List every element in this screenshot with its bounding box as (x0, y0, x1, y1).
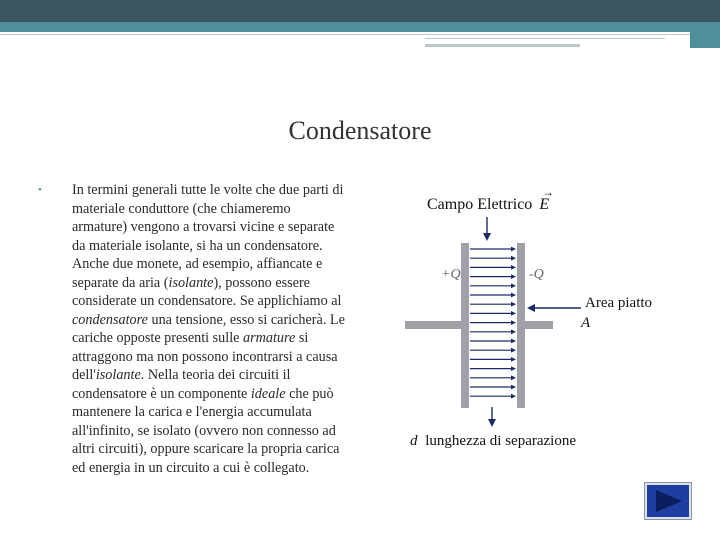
electric-field-lines (470, 247, 516, 399)
area-symbol: A (581, 315, 591, 331)
area-arrow-head (527, 304, 535, 312)
field-line-arrowhead (511, 320, 516, 325)
top-bar-dark (0, 0, 720, 22)
next-slide-button[interactable] (644, 482, 692, 520)
emphasis-text: isolante (168, 274, 214, 291)
field-line-arrowhead (511, 247, 516, 252)
emphasis-text: ideale (250, 385, 286, 402)
field-line-arrowhead (511, 357, 516, 362)
field-line-arrowhead (511, 385, 516, 390)
distance-label: d lunghezza di separazione (410, 433, 577, 449)
field-line-arrowhead (511, 293, 516, 298)
decor-line (425, 38, 665, 39)
field-line-arrowhead (511, 256, 516, 261)
body-text: una tensione, esso si caricherà. Le cariche opposte presenti sulle (72, 311, 345, 346)
bullet-list (38, 181, 348, 477)
positive-plate (461, 243, 469, 408)
field-line-arrowhead (511, 375, 516, 380)
field-line-arrowhead (511, 366, 516, 371)
body-text: che può mantenere la carica e l'energia accumulata all'infinito, se isolato (ovvero non connesso ad altri circuiti), oppure scaricare la propria carica ed energia in un circuito a cui è collegato. (72, 385, 340, 476)
vector-arrow-mark: → (542, 185, 554, 199)
emphasis-text: armature (242, 330, 296, 346)
field-line-arrowhead (511, 348, 516, 353)
bullet-paragraph (52, 181, 348, 477)
field-line-arrowhead (511, 339, 516, 344)
field-arrow-head (483, 233, 491, 241)
field-line-arrowhead (511, 283, 516, 288)
field-line-arrowhead (511, 394, 516, 399)
plus-charge-label: +Q (441, 267, 461, 282)
field-line-arrowhead (511, 265, 516, 270)
body-text: ), possono essere considerate un condensatore. Se applichiamo al (72, 274, 342, 309)
field-line-arrowhead (511, 274, 516, 279)
field-label: Campo Elettrico E (427, 196, 550, 213)
field-line-arrowhead (511, 311, 516, 316)
negative-plate (517, 243, 525, 408)
emphasis-text: condensatore (72, 311, 148, 328)
slide-title: Condensatore (288, 116, 432, 145)
field-line-arrowhead (511, 302, 516, 307)
emphasis-text: isolante (95, 367, 141, 383)
top-bar-accent-corner (690, 22, 720, 48)
distance-arrow-head (488, 419, 496, 427)
capacitor-diagram (395, 185, 695, 455)
body-text: si attraggono ma non possono incontrarsi a causa dell' (72, 330, 338, 383)
minus-charge-label: -Q (529, 267, 544, 282)
decor-line (425, 44, 580, 47)
right-wire (525, 321, 553, 329)
field-line-arrowhead (511, 329, 516, 334)
left-wire (405, 321, 461, 329)
slide-title-wrap (0, 116, 720, 146)
body-text: In termini generali tutte le volte che due parti di materiale conduttore (che chiameremo armature) vengono a trovarsi vicine e separate da materiale isolante, si ha un condensatore. Anche due monete, ad esempio, affiancate e separate da aria ( (72, 182, 344, 291)
top-bar-accent (0, 22, 690, 32)
bullet-icon: • (38, 184, 42, 196)
area-label: Area piatto (585, 295, 653, 311)
body-text: . Nella teoria dei circuiti il condensatore è un componente (72, 367, 291, 402)
decor-line (0, 34, 690, 35)
